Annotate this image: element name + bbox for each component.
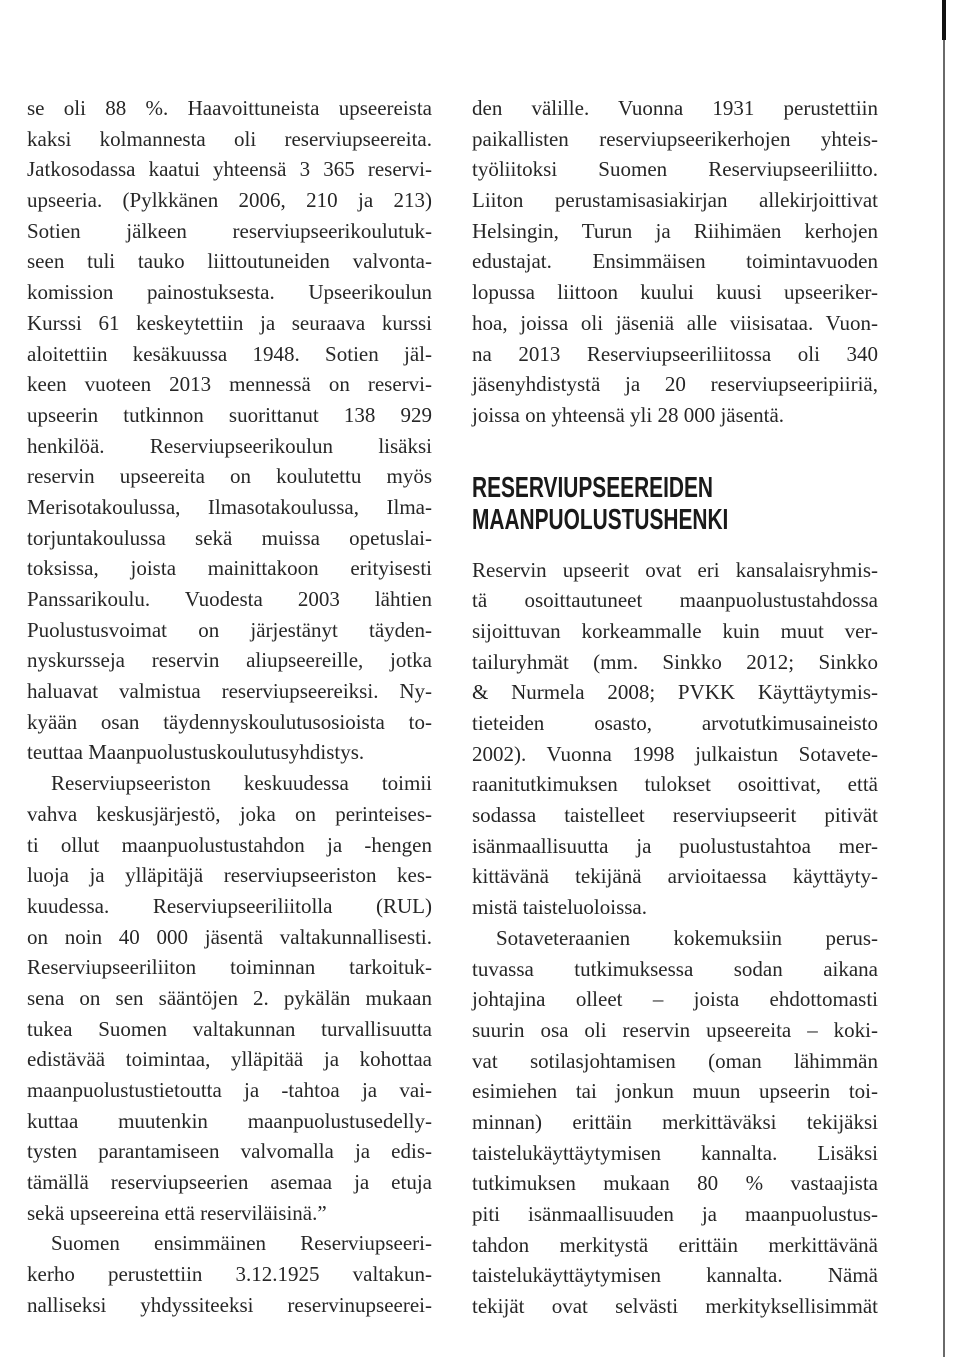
- text-line: kuttaa muutenkin maanpuolustusedelly-: [27, 1108, 432, 1133]
- text-line: kaksi kolmannesta oli reserviupseereita.: [27, 126, 432, 151]
- text-line: Panssarikoulu. Vuodesta 2003 lähtien: [27, 587, 432, 611]
- section-heading: [472, 472, 878, 536]
- text-line: teuttaa Maanpuolustuskoulutusyhdistys.: [27, 740, 365, 765]
- text-line: upseeria. (Pylkkänen 2006, 210 ja 213): [27, 188, 432, 213]
- text-line: komission painostuksesta. Upseerikoulun: [27, 280, 432, 305]
- paragraph: [472, 923, 878, 1322]
- paragraph: [27, 93, 432, 768]
- text-line: sekä upseereina että reserviläisinä.”: [27, 1200, 327, 1225]
- text-line: edustajat. Ensimmäisen toimintavuoden: [472, 249, 878, 274]
- text-line: hoa, joissa oli jäseniä alle viisisataa. Vuon-: [472, 310, 878, 335]
- text-line: tuvassa tutkimuksessa sodan aikana: [472, 956, 878, 981]
- text-line: on noin 40 000 jäsentä valtakunnallisesti.: [27, 924, 432, 949]
- text-line: ti ollut maanpuolustustahdon ja -hengen: [27, 832, 432, 857]
- text-line: isänmaallisuutta ja puolustustahtoa mer-: [472, 833, 878, 858]
- text-line: Jatkosodassa kaatui yhteensä 3 365 reservi-: [27, 157, 432, 182]
- paragraph: [472, 555, 878, 923]
- text-line: Puolustusvoimat on järjestänyt täyden-: [27, 617, 432, 642]
- text-line: se oli 88 %. Haavoittuneista upseereista: [27, 96, 432, 120]
- text-line: vat sotilasjohtamisen (oman lähimmän: [472, 1048, 878, 1073]
- text-line: sena on sen sääntöjen 2. pykälän mukaan: [27, 985, 432, 1010]
- paragraph: [472, 93, 878, 431]
- text-line: piti isänmaallisuuden ja maanpuolustus-: [472, 1202, 878, 1226]
- text-line: taistelukäyttäytymisen kannalta. Nämä: [472, 1263, 878, 1288]
- text-line: johtajina olleet – joista ehdottomasti: [472, 987, 878, 1012]
- right-column: [472, 93, 878, 1322]
- text-line: kuudessa. Reserviupseeriliitolla (RUL): [27, 893, 432, 918]
- text-line: & Nurmela 2008; PVKK Käyttäytymis-: [472, 680, 878, 705]
- text-line: toksissa, joista mainittakoon erityisesti: [27, 556, 432, 581]
- paragraph: [27, 768, 432, 1228]
- text-line: kyään osan täydennyskoulutusosioista to-: [27, 709, 432, 734]
- text-line: paikallisten reserviupseerikerhojen yhteis-: [472, 126, 878, 151]
- text-line: tutkimuksen mukaan 80 % vastaajista: [472, 1171, 878, 1196]
- text-line: lopussa liittoon kuului kuusi upseeriker-: [472, 280, 878, 305]
- text-line: Helsingin, Turun ja Riihimäen kerhojen: [472, 218, 878, 243]
- text-line: torjuntakoulussa sekä muissa opetuslai-: [27, 525, 432, 550]
- text-line: den välille. Vuonna 1931 perustettiin: [472, 96, 878, 120]
- scan-edge-line: [943, 0, 945, 1357]
- text-line: minnan) erittäin merkittäväksi tekijäksi: [472, 1109, 878, 1134]
- text-line: Sotaveteraanien kokemuksiin perus-: [496, 925, 878, 950]
- text-line: tä osoittautuneet maanpuolustustahdossa: [472, 588, 878, 613]
- right-column-top-text: [472, 93, 878, 431]
- text-line: Reserviupseeriston keskuudessa toimii: [51, 771, 432, 796]
- text-line: Liiton perustamisasiakirjan allekirjoittivat: [472, 188, 878, 213]
- text-line: upseerin tutkinnon suorittanut 138 929: [27, 402, 432, 427]
- text-line: na 2013 Reserviupseeriliitossa oli 340: [472, 341, 878, 366]
- text-line: tämällä reserviupseerien asemaa ja etuja: [27, 1170, 432, 1195]
- left-column: [27, 93, 432, 1321]
- text-line: seen tuli tauko liittoutuneiden valvonta-: [27, 249, 432, 274]
- text-line: tekijät ovat selvästi merkityksellisimmät: [472, 1294, 878, 1319]
- text-line: vahva keskusjärjestö, joka on perinteises-: [27, 801, 432, 826]
- text-line: aloitettiin kesäkuussa 1948. Sotien jäl-: [27, 341, 432, 366]
- text-line: maanpuolustustietoutta ja -tahtoa ja vai-: [27, 1078, 432, 1102]
- text-line: henkilöä. Reserviupseerikoulun lisäksi: [27, 433, 432, 458]
- text-line: raanitutkimuksen tulokset osoittivat, että: [472, 772, 878, 797]
- text-line: kerho perustettiin 3.12.1925 valtakun-: [27, 1262, 432, 1287]
- text-line: suurin osa oli reservin upseereita – koki-: [472, 1017, 878, 1042]
- section-heading-line-2: MAANPUOLUSTUSHENKI: [472, 503, 729, 536]
- text-line: Merisotakoulussa, Ilmasotakoulussa, Ilma-: [27, 494, 432, 519]
- text-line: Sotien jälkeen reserviupseerikoulutuk-: [27, 218, 432, 243]
- text-line: tailuryhmät (mm. Sinkko 2012; Sinkko: [472, 649, 878, 674]
- text-line: kittävänä tekijänä arvioitaessa käyttäyty-: [472, 864, 878, 889]
- text-line: nalliseksi yhdyssiteeksi reservinupseerei-: [27, 1292, 432, 1317]
- text-line: edistävää toimintaa, ylläpitää ja kohottaa: [27, 1047, 432, 1072]
- text-line: työliitoksi Suomen Reserviupseeriliitto.: [472, 157, 878, 182]
- text-line: tieteiden osasto, arvotutkimusaineisto: [472, 711, 878, 735]
- paragraph: [27, 1228, 432, 1320]
- text-line: esimiehen tai jonkun muun upseerin toi-: [472, 1079, 878, 1104]
- text-line: mistä taisteluoloissa.: [472, 895, 647, 920]
- text-line: 2002). Vuonna 1998 julkaistun Sotavete-: [472, 741, 878, 766]
- text-line: tukea Suomen valtakunnan turvallisuutta: [27, 1016, 432, 1041]
- section-heading-line-1: RESERVIUPSEEREIDEN: [472, 471, 713, 504]
- text-line: jäsenyhdistystä ja 20 reserviupseeripiiriä,: [472, 372, 878, 397]
- text-line: Kurssi 61 keskeytettiin ja seuraava kurssi: [27, 310, 432, 335]
- scan-edge-mark: [942, 0, 946, 40]
- text-line: sodassa taistelleet reserviupseerit pitivät: [472, 803, 878, 828]
- text-line: reservin upseereita on koulutettu myös: [27, 464, 432, 489]
- text-line: Suomen ensimmäinen Reserviupseeri-: [51, 1231, 432, 1256]
- text-line: luoja ja ylläpitäjä reserviupseeriston kes-: [27, 863, 432, 888]
- text-line: tahdon merkitystä erittäin merkittävänä: [472, 1232, 878, 1257]
- text-line: sijoittuvan korkeammalle kuin muut ver-: [472, 618, 878, 643]
- right-column-body-text: [472, 555, 878, 1322]
- text-line: haluavat valmistua reserviupseereiksi. Ny-: [27, 679, 432, 704]
- text-line: tysten parantamiseen valvomalla ja edis-: [27, 1139, 432, 1164]
- text-line: taistelukäyttäytymisen kannalta. Lisäksi: [472, 1140, 878, 1165]
- text-line: keen vuoteen 2013 mennessä on reservi-: [27, 372, 432, 397]
- text-line: Reserviupseeriliiton toiminnan tarkoituk-: [27, 955, 432, 980]
- text-line: joissa on yhteensä yli 28 000 jäsentä.: [472, 402, 785, 427]
- text-line: nyskursseja reservin aliupseereille, jotka: [27, 648, 432, 673]
- text-line: Reservin upseerit ovat eri kansalaisryhmis-: [472, 557, 878, 582]
